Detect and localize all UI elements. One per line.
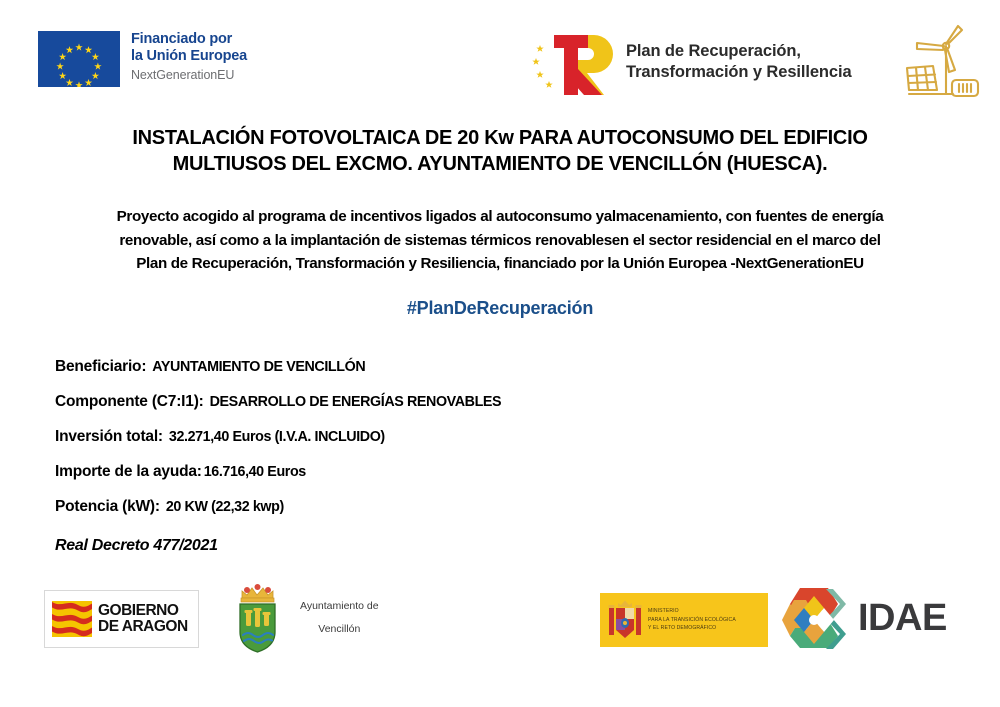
page-title xyxy=(55,125,945,178)
gobierno-aragon-line2: DE ARAGON xyxy=(98,618,188,635)
intro-line1: Proyecto acogido al programa de incentivos ligados al autoconsumo yalmacenamiento, con fuentes de energía xyxy=(116,208,884,225)
field-beneficiario-value: AYUNTAMIENTO DE VENCILLÓN xyxy=(152,359,366,375)
real-decreto-reference: Real Decreto 477/2021 xyxy=(55,537,218,554)
vencillon-coat-of-arms-icon xyxy=(232,582,288,654)
plan-recuperacion-text xyxy=(626,41,852,83)
prtr-tr-mark-icon xyxy=(532,27,620,97)
eu-flag-icon xyxy=(38,31,120,87)
field-inversion-total-value: 32.271,40 Euros (I.V.A. INCLUIDO) xyxy=(168,429,385,445)
ministerio-line3: Y EL RETO DEMOGRÁFICO xyxy=(648,625,717,632)
intro-line2: renovable, así como a la implantación de sistemas térmicos renovablesen el sector residencial en el marco del xyxy=(119,231,881,249)
footer-logo-band xyxy=(0,578,1000,668)
eu-stars-icon xyxy=(38,31,120,87)
ministerio-line2: PARA LA TRANSICIÓN ECOLÓGICA xyxy=(648,616,736,623)
gobierno-aragon-line1: GOBIERNO xyxy=(98,601,179,619)
intro-line3: Plan de Recuperación, Transformación y Resiliencia, financiado por la Unión Europea -NextGenerationEU xyxy=(136,255,864,273)
plan-recuperacion-logo xyxy=(532,27,852,97)
eu-funding-text xyxy=(131,31,247,83)
field-beneficiario-label: Beneficiario: xyxy=(55,358,147,375)
plan-recuperacion-line2: Transformación y Resillencia xyxy=(626,63,852,81)
ayuntamiento-vencillon-text xyxy=(300,595,379,641)
idae-logo xyxy=(780,586,947,650)
page-title-line2: MULTIUSOS DEL EXCMO. AYUNTAMIENTO DE VENCILLÓN (HUESCA). xyxy=(172,153,828,176)
idae-wordmark: IDAE xyxy=(858,596,947,639)
field-componente-value: DESARROLLO DE ENERGÍAS RENOVABLES xyxy=(209,394,502,410)
eu-funding-line2: la Unión Europea xyxy=(131,48,248,65)
aragon-flag-icon xyxy=(52,601,92,637)
field-importe-ayuda-label: Importe de la ayuda: xyxy=(55,463,202,480)
project-details-list xyxy=(55,358,755,555)
eu-funding-line1: Financiado por xyxy=(131,31,233,47)
ministerio-line1: MINISTERIO xyxy=(648,608,679,615)
ayuntamiento-vencillon-logo xyxy=(232,582,379,654)
field-inversion-total xyxy=(55,428,755,463)
field-potencia-label: Potencia (kW): xyxy=(55,498,160,515)
field-potencia xyxy=(55,498,755,533)
ayuntamiento-line1: Ayuntamiento de xyxy=(300,599,379,612)
field-componente-label: Componente (C7:I1): xyxy=(55,393,204,410)
page-title-line1: INSTALACIÓN FOTOVOLTAICA DE 20 Kw PARA AUTOCONSUMO DEL EDIFICIO xyxy=(132,127,868,149)
hashtag-plan-recuperacion: #PlanDeRecuperación xyxy=(406,298,594,318)
field-importe-ayuda-value: 16.716,40 Euros xyxy=(203,464,306,480)
wind-turbine-solar-battery-icon xyxy=(895,24,983,104)
intro-paragraph xyxy=(52,205,948,276)
ministerio-text xyxy=(648,607,736,632)
field-importe-ayuda xyxy=(55,463,755,498)
header-logo-band xyxy=(0,0,1000,115)
idae-hexagon-icon xyxy=(780,586,848,650)
ministerio-transicion-ecologica-logo xyxy=(600,593,768,647)
field-potencia-value: 20 KW (22,32 kwp) xyxy=(165,499,284,515)
gobierno-aragon-text xyxy=(98,603,188,636)
plan-recuperacion-line1: Plan de Recuperación, xyxy=(626,41,801,60)
eu-funding-line3: NextGenerationEU xyxy=(131,68,235,83)
gobierno-aragon-logo xyxy=(44,590,199,648)
field-componente xyxy=(55,393,755,428)
spain-coat-of-arms-icon xyxy=(608,599,642,641)
field-beneficiario xyxy=(55,358,755,393)
ayuntamiento-line2: Vencillón xyxy=(318,623,361,635)
eu-funding-logo xyxy=(38,31,247,87)
field-inversion-total-label: Inversión total: xyxy=(55,428,163,445)
